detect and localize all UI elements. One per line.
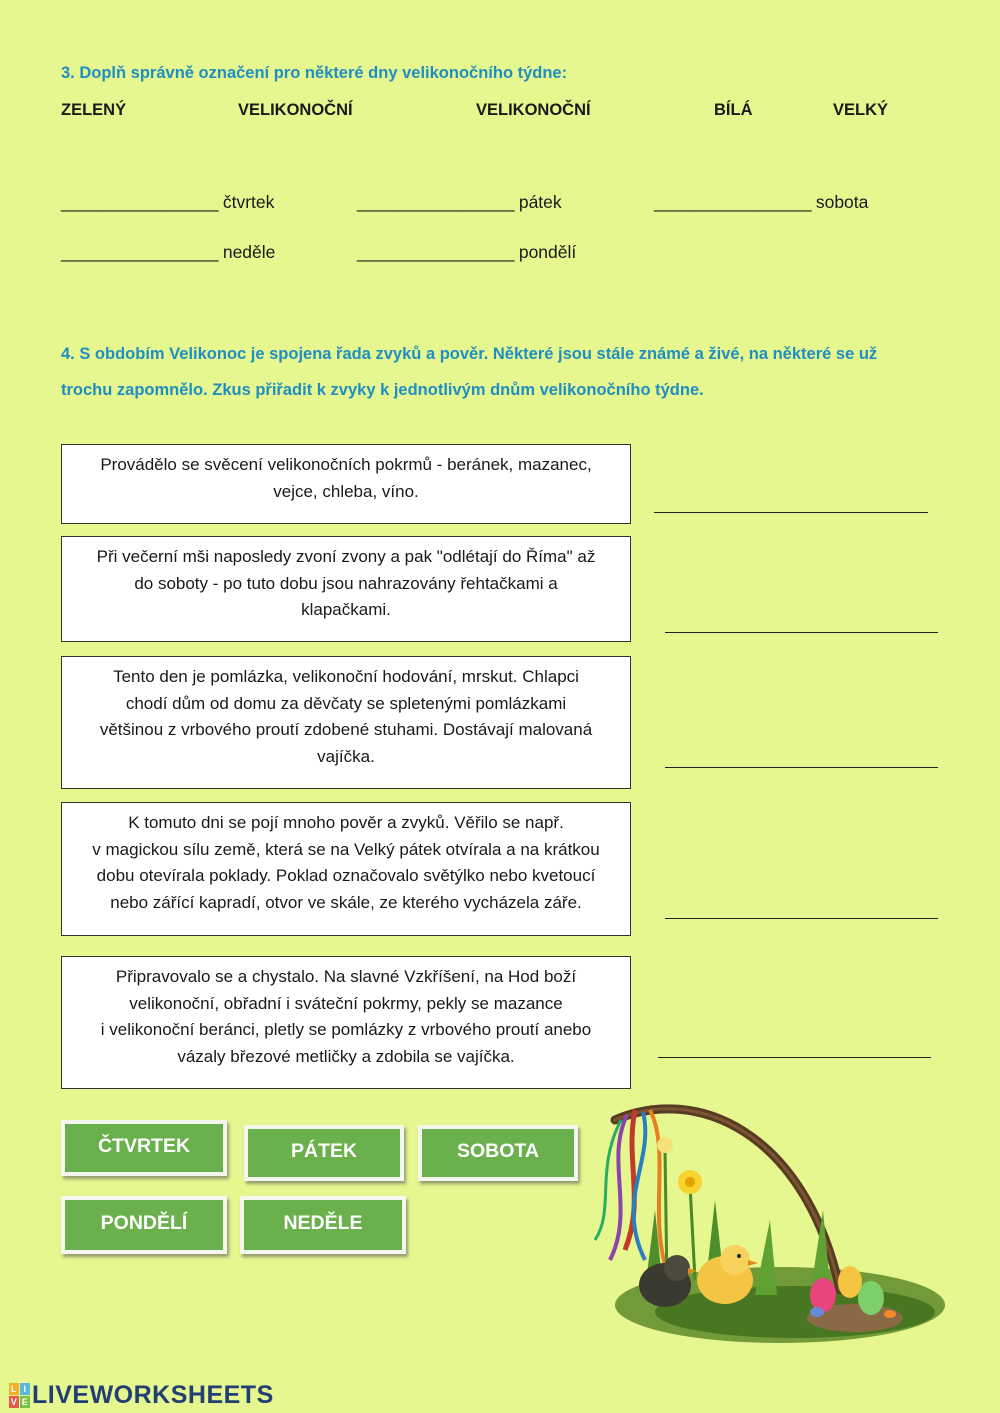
custom-box-1: [61, 444, 631, 524]
custom-text-line: chodí dům od domu za děvčaty se spletenými pomlázkami: [125, 693, 567, 713]
logo-letter: E: [21, 1397, 29, 1407]
blank-ctvrtek[interactable]: [61, 192, 274, 213]
custom-text-line: Při večerní mši naposledy zvoní zvony a pak "odlétají do Říma" až: [96, 547, 596, 566]
custom-text-line: většinou z vrbového proutí zdobené stuhami. Dostávají malovaná: [99, 720, 593, 739]
word-velikonocni-2: VELIKONOČNÍ: [476, 101, 591, 119]
brand-text: LIVEWORKSHEETS: [32, 1381, 274, 1409]
blank-nedele[interactable]: [61, 242, 275, 263]
answer-line-1[interactable]: [654, 512, 928, 513]
word-bila: BÍLÁ: [714, 101, 753, 119]
tile-patek[interactable]: PÁTEK: [244, 1125, 404, 1181]
custom-box-5: [61, 956, 631, 1089]
word-zeleny: ZELENÝ: [61, 101, 127, 119]
word-velky: VELKÝ: [833, 101, 889, 119]
custom-box-2: [61, 536, 631, 642]
blank-line: _________________: [61, 192, 218, 212]
custom-box-3: [61, 656, 631, 789]
custom-text-line: dobu otevírala poklady. Poklad označovalo světýlko nebo kvetoucí: [96, 866, 596, 885]
answer-line-5[interactable]: [658, 1057, 931, 1058]
day-label: čtvrtek: [222, 192, 275, 212]
tile-sobota[interactable]: SOBOTA: [418, 1125, 578, 1181]
blank-pondeli[interactable]: [357, 242, 576, 263]
logo-letter: L: [11, 1384, 17, 1394]
day-label: pondělí: [518, 242, 577, 262]
blank-line: _________________: [654, 192, 811, 212]
custom-box-4: [61, 802, 631, 936]
custom-text-line: vajíčka.: [317, 746, 375, 766]
logo-squares: [9, 1383, 30, 1408]
tile-pondeli[interactable]: PONDĚLÍ: [61, 1196, 227, 1254]
section4-heading: [61, 336, 961, 408]
blank-sobota[interactable]: [654, 192, 868, 213]
answer-line-4[interactable]: [665, 918, 938, 919]
day-label: sobota: [815, 192, 869, 212]
logo-letter: V: [10, 1397, 18, 1407]
custom-text-line: vázaly březové metličky a zdobila se vajíčka.: [177, 1046, 515, 1066]
day-label: pátek: [518, 192, 562, 212]
section4-heading-line2: trochu zapomnělo. Zkus přiřadit k zvyky k jednotlivým dnům velikonočního týdne.: [61, 381, 704, 399]
day-label: neděle: [222, 242, 276, 262]
liveworksheets-logo: [9, 1381, 274, 1410]
tile-ctvrtek[interactable]: ČTVRTEK: [61, 1120, 227, 1176]
custom-text-line: klapačkami.: [301, 600, 391, 619]
blank-line: _________________: [61, 242, 218, 262]
section3-heading: 3. Doplň správně označení pro některé dny velikonočního týdne:: [61, 64, 568, 82]
easter-basket-illustration: [555, 1090, 950, 1350]
custom-text-line: K tomuto dni se pojí mnoho pověr a zvyků. Věřilo se např.: [128, 813, 564, 832]
answer-line-2[interactable]: [665, 632, 938, 633]
blank-line: _________________: [357, 242, 514, 262]
custom-text-line: velikonoční, obřadní i sváteční pokrmy, pekly se mazance: [129, 993, 563, 1013]
word-velikonocni-1: VELIKONOČNÍ: [238, 101, 353, 119]
custom-text-line: vejce, chleba, víno.: [273, 481, 419, 501]
custom-text-line: Připravovalo se a chystalo. Na slavné Vzkříšení, na Hod boží: [115, 967, 577, 986]
tile-nedele[interactable]: NEDĚLE: [240, 1196, 406, 1254]
blank-line: _________________: [357, 192, 514, 212]
custom-text-line: Provádělo se svěcení velikonočních pokrmů - beránek, mazanec,: [100, 455, 592, 474]
custom-text-line: i velikonoční beránci, pletly se pomlázky z vrbového proutí anebo: [100, 1020, 592, 1039]
logo-letter: I: [20, 1383, 30, 1395]
blank-patek[interactable]: [357, 192, 562, 213]
custom-text-line: v magickou sílu země, která se na Velký pátek otvírala a na krátkou: [92, 839, 600, 859]
custom-text-line: do soboty - po tuto dobu jsou nahrazovány řehtačkami a: [134, 573, 558, 593]
section4-heading-line1: 4. S obdobím Velikonoc je spojena řada zvyků a pověr. Některé jsou stále známé a živé, na některé se už: [61, 345, 878, 363]
custom-text-line: nebo zářící kapradí, otvor ve skále, ze kterého vycházela záře.: [110, 892, 582, 912]
custom-text-line: Tento den je pomlázka, velikonoční hodování, mrskut. Chlapci: [113, 667, 579, 686]
answer-line-3[interactable]: [665, 767, 938, 768]
